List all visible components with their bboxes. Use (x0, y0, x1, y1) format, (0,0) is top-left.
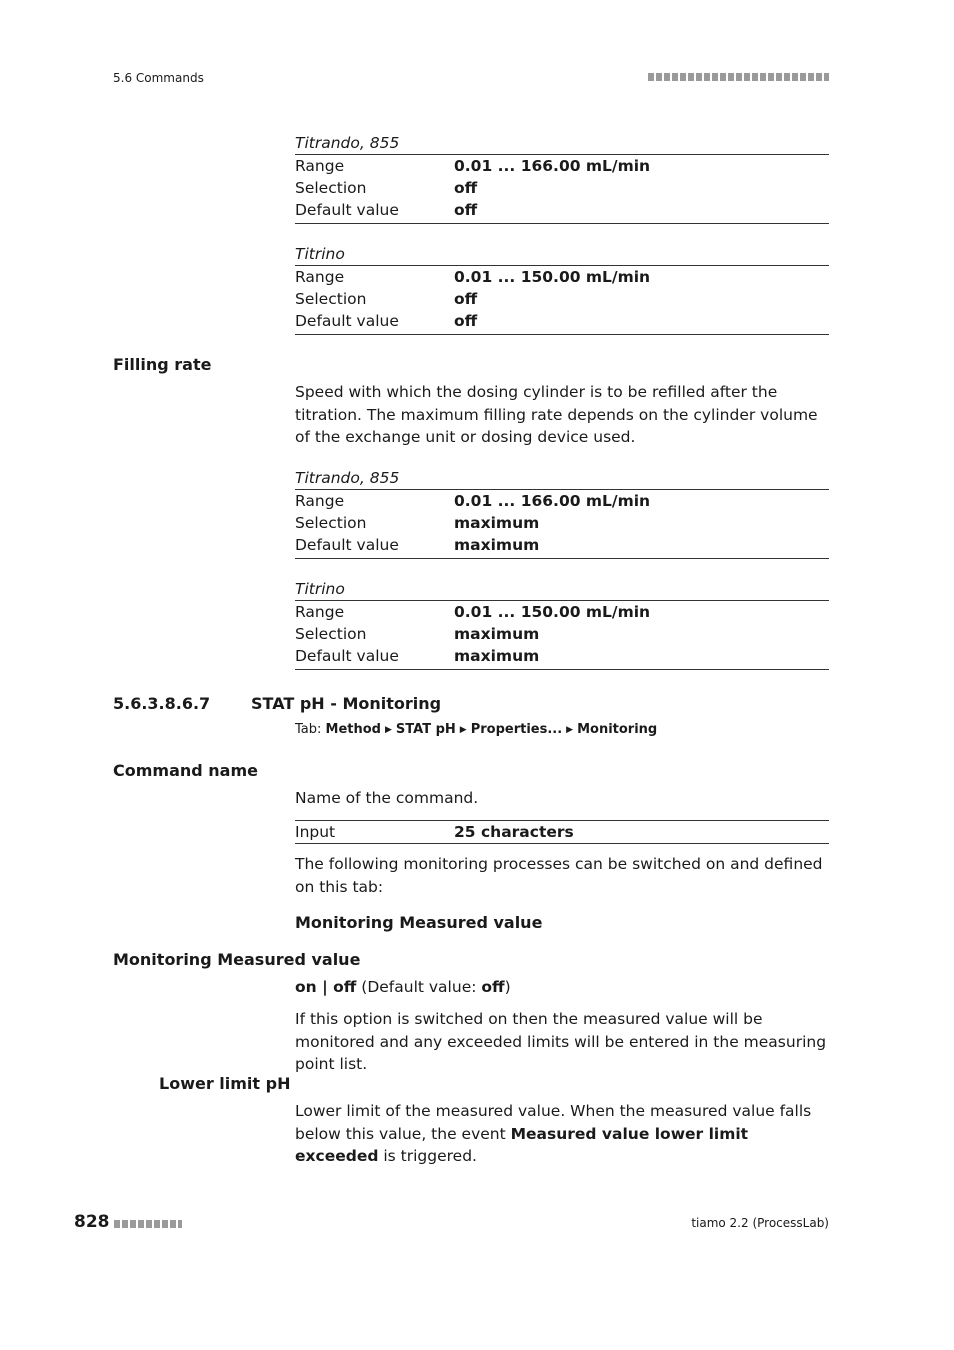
table-caption: Titrino (295, 243, 829, 266)
table-caption: Titrando, 855 (295, 132, 829, 155)
table-row: Range 0.01 ... 150.00 mL/min (295, 268, 651, 286)
breadcrumb-item-method: Method (325, 722, 381, 737)
page-number: 828 (74, 1212, 110, 1232)
table-input (295, 820, 829, 844)
table-caption: Titrando, 855 (295, 467, 829, 490)
table-row: Default value maximum (295, 647, 540, 665)
table-row: Default value off (295, 201, 478, 219)
breadcrumb-item-properties: Properties... (470, 722, 563, 737)
tab-breadcrumb (295, 722, 657, 737)
table-row: Range 0.01 ... 166.00 mL/min (295, 157, 651, 175)
table-row: Default value maximum (295, 536, 540, 554)
table-row: Range 0.01 ... 166.00 mL/min (295, 492, 651, 510)
triangle-right-icon: ▶ (566, 725, 574, 735)
footer-decoration (114, 1220, 182, 1228)
heading-command-name: Command name (113, 761, 258, 780)
triangle-right-icon: ▶ (385, 725, 392, 735)
filling-rate-description: Speed with which the dosing cylinder is to be refilled after the titration. The maximum filling rate depends on the cylinder volume of the exchange unit or dosing device used. (295, 383, 818, 446)
footer-product: tiamo 2.2 (ProcessLab) (691, 1216, 829, 1230)
table-titrando-max-rate (295, 132, 829, 224)
running-header-section: 5.6 Commands (113, 71, 204, 85)
table-caption: Titrino (295, 578, 829, 601)
table-row: Input 25 characters (295, 823, 574, 841)
lower-limit-description: Lower limit of the measured value. When the measured value falls below this value, the event Measured value lower limit exceeded is triggered. (295, 1102, 812, 1165)
monitoring-intro-text: The following monitoring processes can be switched on and defined on this tab: (295, 855, 823, 896)
table-titrino-max-rate (295, 243, 829, 335)
monitoring-options: on | off (Default value: off) (295, 978, 511, 996)
breadcrumb-item-monitoring: Monitoring (577, 722, 658, 737)
monitoring-description: If this option is switched on then the measured value will be monitored and any exceeded limits will be entered in the measuring point list. (295, 1010, 827, 1073)
table-row: Default value off (295, 312, 478, 330)
header-decoration (648, 73, 829, 81)
tab-prefix: Tab: (295, 722, 322, 737)
table-row: Range 0.01 ... 150.00 mL/min (295, 603, 651, 621)
table-titrino-filling-rate (295, 578, 829, 670)
table-row: Selection off (295, 290, 478, 308)
section-number: 5.6.3.8.6.7 (113, 694, 211, 713)
section-title: STAT pH - Monitoring (251, 694, 442, 713)
heading-lower-limit-ph: Lower limit pH (159, 1074, 291, 1093)
table-row: Selection maximum (295, 514, 540, 532)
command-name-description: Name of the command. (295, 789, 479, 807)
heading-monitoring-measured-value: Monitoring Measured value (113, 950, 361, 969)
breadcrumb-item-stat-ph: STAT pH (395, 722, 456, 737)
triangle-right-icon: ▶ (459, 725, 467, 735)
table-titrando-filling-rate (295, 467, 829, 559)
heading-filling-rate: Filling rate (113, 355, 212, 374)
table-row: Selection off (295, 179, 478, 197)
monitoring-list-item: Monitoring Measured value (295, 913, 543, 932)
table-row: Selection maximum (295, 625, 540, 643)
